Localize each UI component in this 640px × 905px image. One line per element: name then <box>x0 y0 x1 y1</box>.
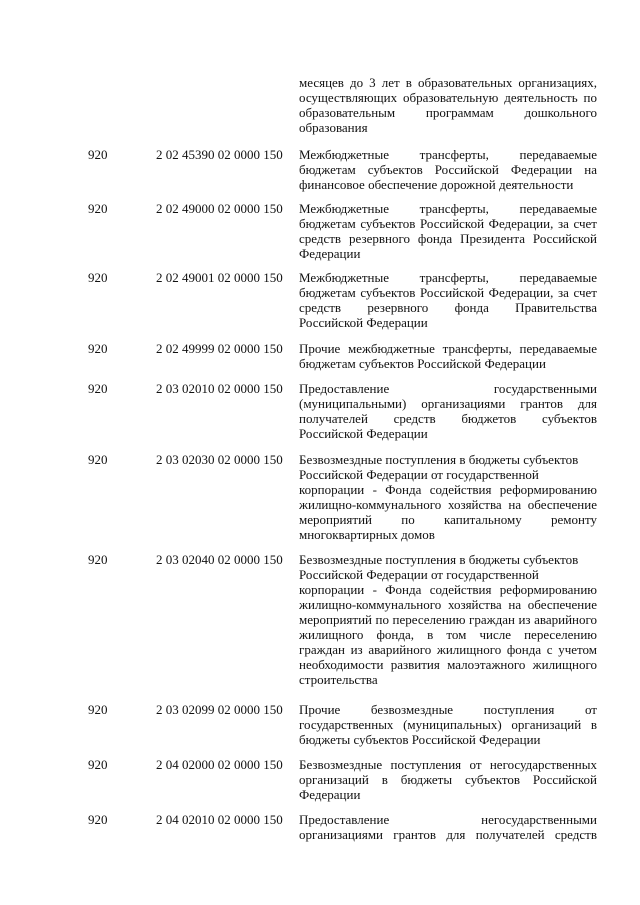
admin-code: 920 <box>88 270 108 285</box>
budget-classification-code: 2 03 02099 02 0000 150 <box>156 702 283 717</box>
description-line: Межбюджетные трансферты, передаваемые <box>299 201 597 216</box>
row-description <box>299 381 597 441</box>
row-description <box>299 812 597 842</box>
description-line: средств резервного фонда Президента Российской <box>299 231 597 246</box>
description-line: строительства <box>299 672 378 687</box>
description-line: Прочие безвозмездные поступления от <box>299 702 597 717</box>
admin-code: 920 <box>88 702 108 717</box>
row-description <box>299 757 597 802</box>
budget-classification-code: 2 03 02010 02 0000 150 <box>156 381 283 396</box>
admin-code: 920 <box>88 341 108 356</box>
admin-code: 920 <box>88 201 108 216</box>
description-line: Российской Федерации <box>299 315 428 330</box>
description-line: Федерации <box>299 787 361 802</box>
row-description <box>299 75 597 135</box>
row-description <box>299 270 597 330</box>
description-line: средств резервного фонда Правительства <box>299 300 597 315</box>
description-line: образования <box>299 120 368 135</box>
description-line: мероприятий по капитальному ремонту <box>299 512 597 527</box>
description-line: Российской Федерации от государственной <box>299 467 539 482</box>
description-line: месяцев до 3 лет в образовательных организациях, <box>299 75 597 90</box>
budget-classification-code: 2 04 02000 02 0000 150 <box>156 757 283 772</box>
budget-classification-code: 2 02 45390 02 0000 150 <box>156 147 283 162</box>
description-line: организаций в бюджеты субъектов Российской <box>299 772 597 787</box>
budget-classification-code: 2 04 02010 02 0000 150 <box>156 812 283 827</box>
description-line: бюджетам субъектов Российской Федерации, за счет <box>299 285 597 300</box>
description-line: Российской Федерации <box>299 426 428 441</box>
admin-code: 920 <box>88 757 108 772</box>
row-description <box>299 147 597 192</box>
row-description <box>299 201 597 261</box>
admin-code: 920 <box>88 147 108 162</box>
description-line: Безвозмездные поступления в бюджеты субъектов <box>299 452 579 467</box>
row-description <box>299 341 597 371</box>
description-line: государственных (муниципальных) организаций в <box>299 717 597 732</box>
description-line: бюджетам субъектов Российской Федерации на <box>299 162 597 177</box>
description-line: многоквартирных домов <box>299 527 435 542</box>
description-line: жилищного фонда, в том числе переселению <box>299 627 597 642</box>
description-line: Межбюджетные трансферты, передаваемые <box>299 147 597 162</box>
description-line: осуществляющих образовательную деятельность по <box>299 90 597 105</box>
budget-classification-code: 2 02 49001 02 0000 150 <box>156 270 283 285</box>
description-line: бюджетам субъектов Российской Федерации, за счет <box>299 216 597 231</box>
description-line: Предоставление негосударственными <box>299 812 597 827</box>
row-description <box>299 452 597 542</box>
description-line: Российской Федерации от государственной <box>299 567 539 582</box>
description-line: жилищно-коммунального хозяйства на обеспечение <box>299 497 597 512</box>
description-line: образовательным программам дошкольного <box>299 105 597 120</box>
description-line: Прочие межбюджетные трансферты, передаваемые <box>299 341 597 356</box>
description-line: граждан из аварийного жилищного фонда с учетом <box>299 642 597 657</box>
admin-code: 920 <box>88 381 108 396</box>
description-line: необходимости развития малоэтажного жилищного <box>299 657 597 672</box>
description-line: организациями грантов для получателей средств <box>299 827 597 842</box>
admin-code: 920 <box>88 552 108 567</box>
description-line: финансовое обеспечение дорожной деятельности <box>299 177 574 192</box>
description-line: Безвозмездные поступления в бюджеты субъектов <box>299 552 579 567</box>
row-description <box>299 552 597 687</box>
description-line: бюджетам субъектов Российской Федерации <box>299 356 546 371</box>
row-description <box>299 702 597 747</box>
budget-classification-code: 2 02 49999 02 0000 150 <box>156 341 283 356</box>
description-line: Безвозмездные поступления от негосударственных <box>299 757 597 772</box>
description-line: жилищно-коммунального хозяйства на обеспечение <box>299 597 597 612</box>
description-line: получателей средств бюджетов субъектов <box>299 411 597 426</box>
description-line: (муниципальными) организациями грантов для <box>299 396 597 411</box>
description-line: Межбюджетные трансферты, передаваемые <box>299 270 597 285</box>
budget-classification-code: 2 02 49000 02 0000 150 <box>156 201 283 216</box>
budget-classification-code: 2 03 02030 02 0000 150 <box>156 452 283 467</box>
description-line: корпорации - Фонда содействия реформированию <box>299 482 597 497</box>
admin-code: 920 <box>88 452 108 467</box>
description-line: Предоставление государственными <box>299 381 597 396</box>
description-line: Федерации <box>299 246 361 261</box>
description-line: корпорации - Фонда содействия реформированию <box>299 582 597 597</box>
budget-classification-code: 2 03 02040 02 0000 150 <box>156 552 283 567</box>
description-line: бюджеты субъектов Российской Федерации <box>299 732 541 747</box>
description-line: мероприятий по переселению граждан из аварийного <box>299 612 597 627</box>
admin-code: 920 <box>88 812 108 827</box>
